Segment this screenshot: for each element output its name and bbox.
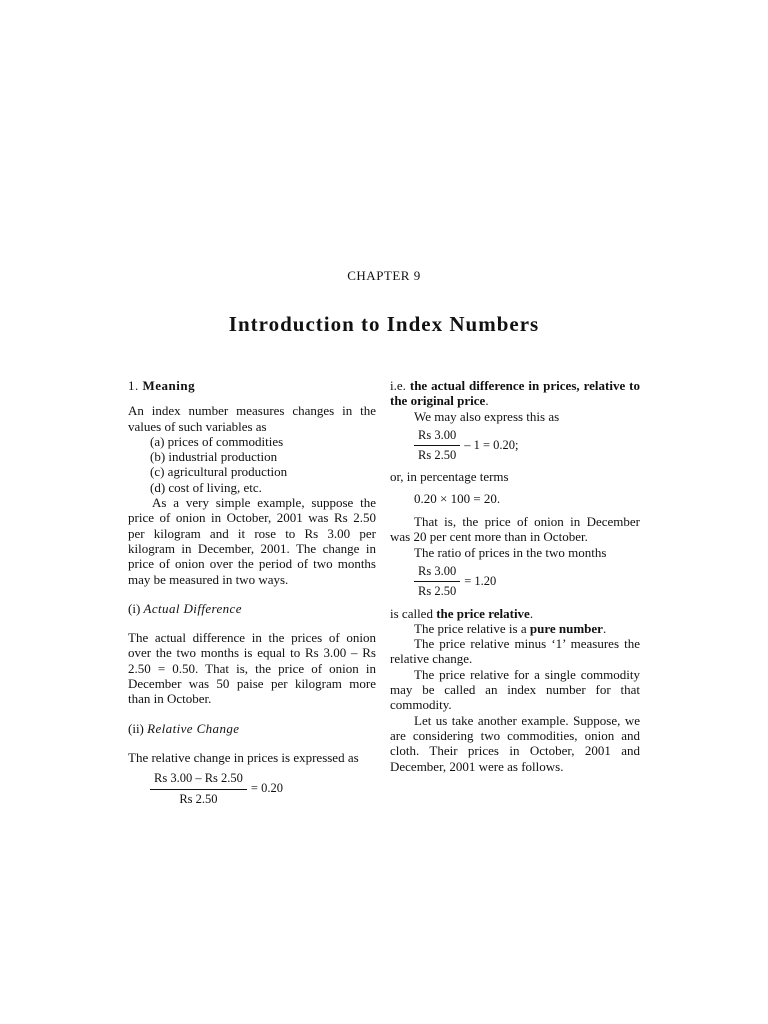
subsection-actual-heading: [128, 601, 376, 616]
list-item: (c) agricultural production: [150, 464, 288, 480]
fraction-numerator: Rs 3.00: [414, 564, 460, 582]
formula-result: – 1 = 0.20;: [464, 438, 519, 453]
example-paragraph: As a very simple example, suppose the price of onion in October, 2001 was Rs 2.50 per kilogram and it rose to Rs 3.00 per kilogram in December, 2001. The change in price of onion over the period of two months may be measured in two ways.: [128, 495, 376, 587]
list-item: (d) cost of living, etc.: [150, 479, 262, 495]
intro-paragraph: An index number measures changes in the values of such variables as: [128, 403, 376, 434]
fraction-denominator: Rs 2.50: [179, 791, 218, 806]
pure-bold-text: pure number: [529, 620, 603, 636]
ie-suffix: .: [485, 393, 489, 409]
formula-result: = 0.20: [250, 781, 283, 796]
pure-suffix: .: [602, 620, 607, 636]
subsection-title: Actual Difference: [143, 600, 242, 616]
called-suffix: .: [529, 605, 534, 621]
section-number: 1.: [128, 378, 139, 393]
subsection-relative-heading: [128, 721, 376, 736]
pure-prefix: The price relative is a: [414, 620, 527, 636]
another-example-paragraph: Let us take another example. Suppose, we are considering two commodities, onion and cloth. Their prices in October, 2001 and December, 2001 were as follows.: [390, 712, 640, 774]
fraction: [414, 428, 460, 464]
fraction-numerator: Rs 3.00: [414, 428, 460, 446]
chapter-label: CHAPTER 9: [347, 268, 421, 283]
minus-one-paragraph: The price relative minus ‘1’ measures the relative change.: [390, 636, 640, 667]
fraction-denominator: Rs 2.50: [418, 448, 457, 463]
subsection-number: (i): [128, 600, 141, 616]
right-column: [390, 378, 640, 774]
page-title: Introduction to Index Numbers: [228, 312, 540, 336]
subsection-number: (ii): [128, 720, 144, 736]
fraction: [150, 771, 247, 807]
fraction-denominator: Rs 2.50: [418, 584, 457, 599]
fraction-numerator: Rs 3.00 – Rs 2.50: [150, 771, 247, 789]
called-prefix: is called: [390, 605, 433, 621]
called-paragraph: [390, 606, 640, 621]
ie-prefix: i.e.: [390, 378, 406, 393]
price-relative-formula: [414, 564, 640, 600]
variables-list: [150, 434, 376, 495]
percent-intro: or, in percentage terms: [390, 469, 509, 485]
single-commodity-paragraph: The price relative for a single commodity may be called an index number for that commodity.: [390, 666, 640, 713]
left-column: [128, 378, 376, 807]
section-title: Meaning: [142, 378, 196, 393]
list-item: (a) prices of commodities: [150, 433, 284, 449]
list-item: (b) industrial production: [150, 449, 278, 465]
subsection-title: Relative Change: [147, 720, 240, 736]
ie-paragraph: [390, 378, 640, 409]
ie-bold-text: the actual difference in prices, relative to the original price: [390, 378, 641, 409]
ratio-minus-one-formula: [414, 428, 640, 464]
formula-result: = 1.20: [464, 574, 497, 589]
called-bold-text: the price relative: [436, 605, 530, 621]
relative-change-paragraph: The relative change in prices is expressed as: [128, 749, 359, 765]
fraction: [414, 564, 460, 600]
actual-difference-paragraph: The actual difference in the prices of onion over the two months is equal to Rs 3.00 – Rs 2.50 = 0.50. That is, the price of onion in December was 50 paise per kilogram more than in October.: [128, 630, 376, 707]
section-heading: [128, 378, 376, 393]
ratio-intro-paragraph: The ratio of prices in the two months: [414, 544, 607, 560]
percent-calc: 0.20 × 100 = 20.: [414, 490, 501, 506]
relative-change-formula: [150, 771, 376, 807]
that-is-paragraph: That is, the price of onion in December was 20 per cent more than in October.: [390, 514, 640, 545]
pure-number-paragraph: [390, 621, 640, 636]
express-paragraph: We may also express this as: [414, 408, 560, 424]
